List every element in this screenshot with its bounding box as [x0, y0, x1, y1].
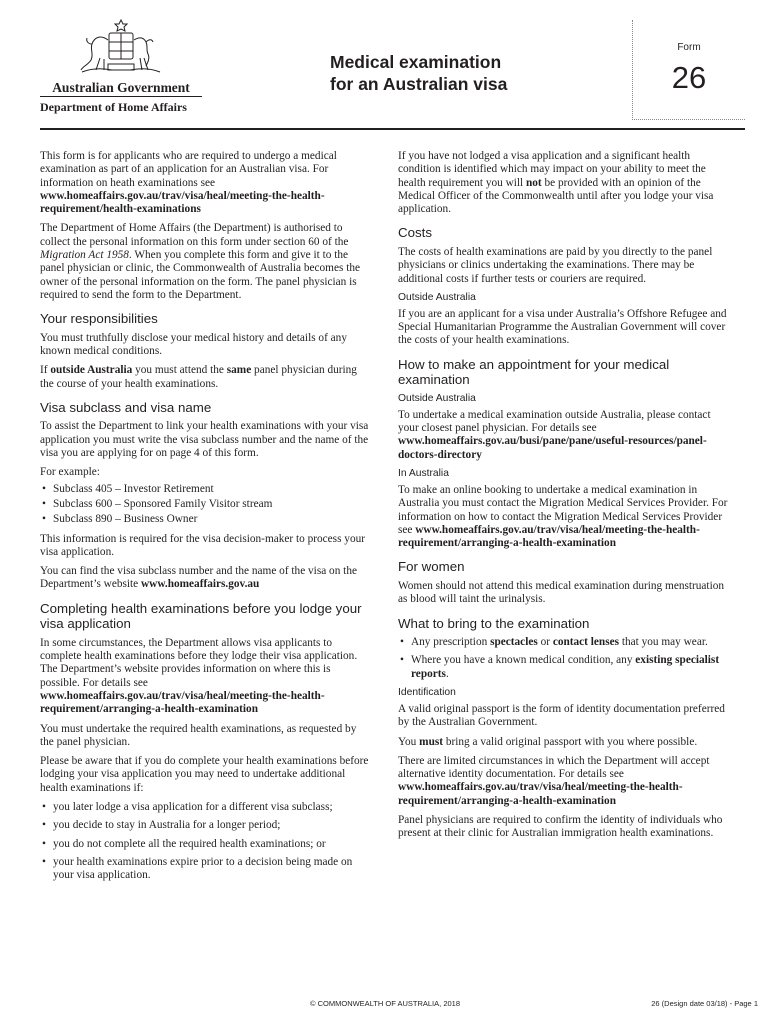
women-paragraph: Women should not attend this medical examination during menstruation as blood will taint the urinalysis. — [398, 579, 725, 606]
department-name: Department of Home Affairs — [40, 100, 187, 114]
appointment-in-australia-subheading: In Australia — [398, 467, 449, 479]
text: panel physician during the course of your health examinations. — [40, 364, 357, 390]
text: . — [445, 667, 449, 680]
text: To make an online booking to undertake a medical examination in Australia you must contact the Migration Medical Services Provider. For information on how to contact the Migration Medical Services Provider see — [398, 483, 728, 536]
text: In some circumstances, the Department allows visa applicants to complete health examinations before they lodge their visa application. The Department’s website provides information on where this is possible. For details see — [40, 636, 358, 689]
title-line-2: for an Australian visa — [330, 74, 508, 94]
visa-paragraph-2: For example: — [40, 466, 100, 479]
intro-text: This form is for applicants who are required to undergo a medical examination as part of an application for an Australian visa. For information on heath examinations see — [40, 150, 337, 189]
appointment-heading: How to make an appointment for your medical examination — [398, 356, 670, 388]
visa-subclass-heading: Visa subclass and visa name — [40, 399, 212, 415]
intro-text: . When you complete this form and give it to the panel physician or clinic, the Commonwealth of Australia becomes the owner of the personal information on the form. The panel physician is required to send the form to the Department. — [40, 249, 360, 301]
list-item: • you later lodge a visa application for a different visa subclass; — [40, 801, 370, 814]
intro-text: The Department of Home Affairs (the Department) is authorised to collect the personal information on this form under section 60 of the — [40, 222, 349, 248]
left-column — [40, 150, 370, 888]
panel-doctors-link[interactable]: www.homeaffairs.gov.au/busi/pane/pane/useful-resources/panel-doctors-directory — [398, 435, 707, 461]
costs-paragraph-2: If you are an applicant for a visa under Australia’s Offshore Refugee and Special Humanitarian Programme the Australian Government will cover the costs of your health examinations. — [398, 307, 727, 347]
visa-paragraph-1: To assist the Department to link your health examinations with your visa application you must write the visa subclass number and the name of the visa you are applying for on page 4 of this form. — [40, 420, 369, 460]
text: be provided with an opinion of the Medical Officer of the Commonwealth until after you lodge your visa application. — [398, 176, 714, 216]
text: To undertake a medical examination outside Australia, please contact your closest panel physician. For details see — [398, 408, 711, 435]
footer-page-info: 26 (Design date 03/18) - Page 1 — [651, 999, 758, 1008]
text: bring a valid original passport with you where possible. — [443, 735, 698, 748]
text: You can find the visa subclass number and the name of the visa on the Department’s website — [40, 565, 357, 591]
document-header — [0, 0, 770, 130]
visa-examples-list — [40, 483, 370, 527]
not-lodged-paragraph — [398, 150, 733, 216]
text: If — [40, 364, 51, 377]
completing-paragraph-2: You must undertake the required health examinations, as requested by the panel physician. — [40, 722, 357, 748]
coat-of-arms-icon — [78, 18, 164, 76]
completing-heading: Completing health examinations before you lodge your visa application — [40, 600, 362, 632]
text: Any prescription — [411, 636, 491, 649]
list-item: • you do not complete all the required health examinations; or — [40, 838, 370, 851]
emphasis: contact lenses — [552, 636, 620, 649]
appointment-paragraph-2 — [398, 484, 733, 550]
completing-paragraph-1 — [40, 637, 370, 717]
form-number-box — [632, 20, 745, 120]
visa-paragraph-4 — [40, 565, 370, 592]
right-column — [398, 150, 733, 847]
arranging-examination-link[interactable]: www.homeaffairs.gov.au/trav/visa/heal/meeting-the-health-requirement/arranging-a-health-examination — [40, 689, 325, 716]
identification-paragraph-3 — [398, 755, 733, 808]
identification-paragraph-4: Panel physicians are required to confirm the identity of individuals who present at their clinic for Australian immigration health examinations. — [398, 814, 723, 840]
completing-paragraph-3: Please be aware that if you do complete your health examinations before lodging your visa application you may need to undertake additional health examinations if: — [40, 755, 369, 794]
form-label: Form — [677, 42, 701, 53]
identification-paragraph-1: A valid original passport is the form of identity documentation preferred by the Australian Government. — [398, 702, 725, 729]
completing-conditions-list — [40, 801, 370, 882]
form-number: 26 — [671, 60, 707, 95]
responsibilities-paragraph-2 — [40, 364, 370, 391]
emphasis: not — [526, 176, 542, 189]
bring-list — [398, 636, 733, 681]
emphasis: same — [226, 364, 252, 377]
emphasis: spectacles — [490, 636, 538, 649]
intro-paragraph-2 — [40, 222, 370, 302]
emphasis: existing specialist reports — [411, 654, 720, 680]
act-name: Migration Act 1958 — [40, 249, 129, 262]
text: that you may wear. — [619, 636, 708, 649]
text: or — [537, 636, 553, 649]
identification-paragraph-2 — [398, 736, 733, 749]
health-examinations-link[interactable]: www.homeaffairs.gov.au/trav/visa/heal/meeting-the-health-requirement/health-examinations — [40, 189, 325, 216]
text: There are limited circumstances in which the Department will accept alternative identity documentation. For details see — [398, 754, 710, 781]
footer-copyright: © COMMONWEALTH OF AUSTRALIA, 2018 — [310, 999, 460, 1008]
list-item — [398, 636, 733, 649]
list-item: • you decide to stay in Australia for a longer period; — [40, 819, 370, 832]
list-item — [398, 654, 733, 681]
government-name-rule — [40, 96, 202, 97]
text: You — [398, 735, 420, 748]
emphasis: must — [419, 735, 444, 748]
bring-heading: What to bring to the examination — [398, 615, 590, 631]
arranging-examination-link[interactable]: www.homeaffairs.gov.au/trav/visa/heal/meeting-the-health-requirement/arranging-a-health-examination — [398, 523, 700, 550]
title-line-1: Medical examination — [330, 52, 502, 72]
visa-paragraph-3: This information is required for the visa decision-maker to process your visa application. — [40, 532, 366, 558]
text: If you have not lodged a visa application and a significant health condition is identified which may impact on your ability to meet the health requirement you will — [398, 150, 706, 189]
list-item: • Subclass 405 – Investor Retirement — [40, 483, 370, 496]
women-heading: For women — [398, 559, 465, 575]
costs-outside-australia-subheading: Outside Australia — [398, 291, 476, 303]
costs-paragraph-1: The costs of health examinations are paid by you directly to the panel physicians or clinics undertaking the examinations. There may be additional costs if further tests or couriers are required. — [398, 245, 713, 285]
appointment-outside-australia-subheading: Outside Australia — [398, 392, 476, 404]
costs-heading: Costs — [398, 225, 432, 241]
text: you must attend the — [132, 364, 227, 377]
list-item: • Subclass 890 – Business Owner — [40, 513, 370, 526]
appointment-paragraph-1 — [398, 409, 733, 462]
responsibilities-heading: Your responsibilities — [40, 311, 158, 327]
intro-paragraph-1 — [40, 150, 370, 216]
list-item: • your health examinations expire prior to a decision being made on your visa application. — [40, 856, 370, 883]
text: Where you have a known medical condition, any — [411, 654, 636, 667]
header-divider — [40, 128, 745, 130]
list-item: • Subclass 600 – Sponsored Family Visitor stream — [40, 498, 370, 511]
arranging-examination-link[interactable]: www.homeaffairs.gov.au/trav/visa/heal/meeting-the-health-requirement/arranging-a-health-examination — [398, 781, 683, 807]
government-name: Australian Government — [52, 80, 190, 95]
homeaffairs-link[interactable]: www.homeaffairs.gov.au — [141, 578, 260, 591]
emphasis: outside Australia — [50, 364, 133, 377]
page-title — [330, 51, 507, 95]
identification-subheading: Identification — [398, 686, 456, 698]
responsibilities-paragraph-1: You must truthfully disclose your medical history and details of any known medical conditions. — [40, 331, 347, 358]
